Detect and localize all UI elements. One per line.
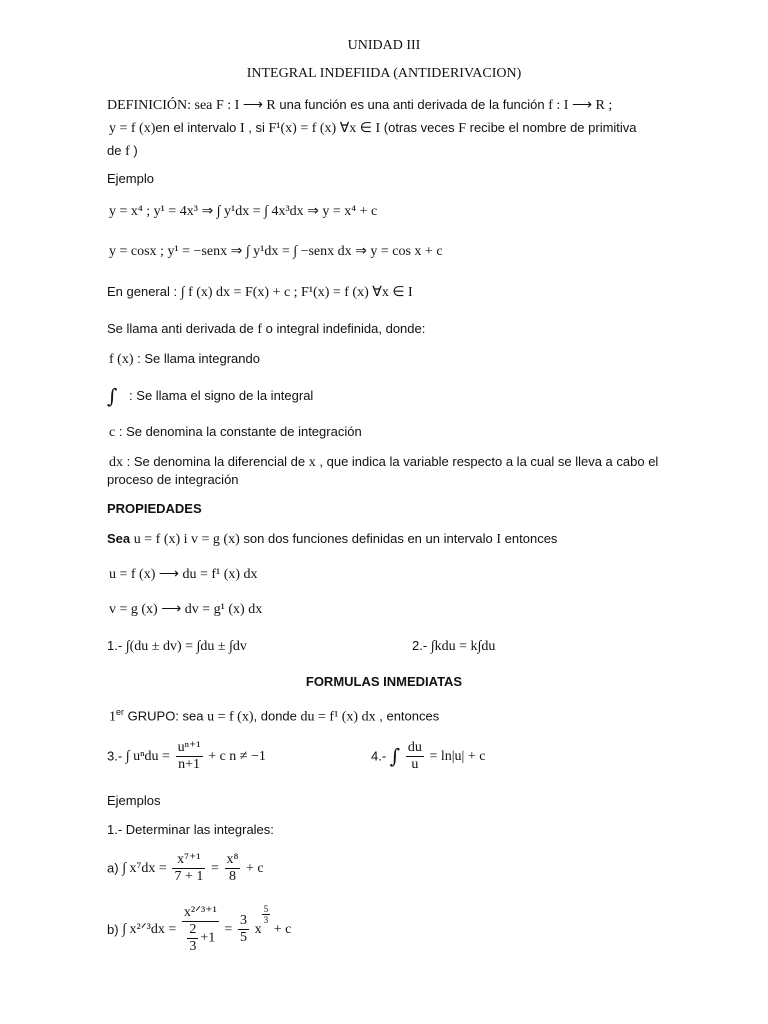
term-differential xyxy=(109,454,658,472)
group-text: , donde xyxy=(253,708,297,724)
example-b-numerator-1: x²ᐟ³⁺¹ xyxy=(182,905,219,922)
term-constant xyxy=(109,424,362,442)
formula-4-label: 4.- xyxy=(371,748,387,764)
definition-text-1: una función es una anti derivada de la función xyxy=(279,97,545,112)
example-a-fraction-1 xyxy=(172,852,205,885)
properties-heading: PROPIEDADES xyxy=(107,501,202,516)
example-a-numerator-2: x⁸ xyxy=(225,852,241,869)
definition-line-3 xyxy=(107,143,138,161)
example-a-denominator-2: 8 xyxy=(228,869,236,885)
example-b-rest: + c xyxy=(273,922,292,938)
term-integrand xyxy=(109,351,260,369)
definition-line-2 xyxy=(109,120,637,138)
definition-condition: F¹(x) = f (x) ∀x ∈ I xyxy=(268,121,381,136)
antiderivative-text-2: o integral indefinida, donde: xyxy=(265,321,426,336)
properties-functions: u = f (x) i v = g (x) xyxy=(133,532,240,547)
definition-text-6: de xyxy=(107,143,122,158)
property-2-formula: ∫kdu = k∫du xyxy=(430,639,496,654)
property-du: u = f (x) ⟶ du = f¹ (x) dx xyxy=(109,567,258,582)
definition-F: F xyxy=(458,121,466,136)
definition-map-f: f : I ⟶ R ; xyxy=(548,98,613,113)
general-formula: ∫ f (x) dx = F(x) + c ; F¹(x) = f (x) ∀x ∈ I xyxy=(180,285,413,300)
formula-4-denominator: u xyxy=(411,757,419,773)
differential-text-1: : Se denomina la diferencial de xyxy=(126,454,306,469)
formula-3-fraction xyxy=(176,740,203,773)
example-label: Ejemplo xyxy=(107,171,154,186)
example-b-x: x xyxy=(254,922,262,938)
example-b-denominator-2: 5 xyxy=(239,930,247,946)
formula-4 xyxy=(371,740,485,773)
formula-3-numerator: uⁿ⁺¹ xyxy=(176,740,203,757)
group-text-2: , entonces xyxy=(379,708,440,724)
definition-text-5: recibe el nombre de primitiva xyxy=(469,120,637,135)
formula-4-fraction xyxy=(406,740,424,773)
example-b-inner-plus: +1 xyxy=(200,930,216,946)
unit-heading: UNIDAD III xyxy=(347,38,421,53)
integrand-text: : Se llama integrando xyxy=(137,351,260,366)
example-b-exponent-numerator: 5 xyxy=(263,904,269,914)
differential-text-2: , que indica la variable respecto a la cual se lleva a cabo el xyxy=(319,454,659,469)
example-b-denominator-1 xyxy=(182,922,219,955)
example-b-inner-fraction xyxy=(187,922,198,955)
example-b-fraction-1 xyxy=(182,905,219,955)
constant-symbol: c xyxy=(109,425,116,440)
group-number: 1 xyxy=(109,709,116,725)
property-1-label: 1.- xyxy=(107,638,123,653)
antiderivative-line xyxy=(107,321,425,339)
document-title: INTEGRAL INDEFIIDA (ANTIDERIVACION) xyxy=(246,66,522,81)
example-a-rest: + c xyxy=(246,860,264,876)
antiderivative-text-1: Se llama anti derivada de xyxy=(107,321,254,336)
differential-symbol: dx xyxy=(109,455,123,470)
properties-intro xyxy=(107,531,557,549)
term-integral-sign xyxy=(107,384,313,409)
property-1 xyxy=(107,638,247,656)
property-1-formula: ∫(du ± dv) = ∫du ± ∫dv xyxy=(125,639,247,654)
example-a-label: a) xyxy=(107,860,119,876)
example-b-inner-numerator: 2 xyxy=(187,922,198,939)
example-a-fraction-2 xyxy=(225,852,241,885)
definition-label: DEFINICIÓN: sea xyxy=(107,98,213,113)
definition-text-3: , si xyxy=(248,120,265,135)
antiderivative-f: f xyxy=(257,322,262,337)
general-label: En general : xyxy=(107,284,178,299)
example-a-numerator-1: x⁷⁺¹ xyxy=(172,852,205,869)
example-b-lhs: ∫ x²ᐟ³dx = xyxy=(122,922,177,938)
integrand-symbol: f (x) xyxy=(109,352,134,367)
examples-task: 1.- Determinar las integrales: xyxy=(107,822,274,837)
formula-4-integral-icon: ∫ xyxy=(389,744,401,769)
formula-4-numerator: du xyxy=(406,740,424,757)
group-du: du = f¹ (x) dx xyxy=(300,709,376,725)
properties-sea: Sea xyxy=(107,531,131,546)
differential-text-3: proceso de integración xyxy=(107,472,239,487)
definition-f: f xyxy=(125,144,130,159)
example-b-exponent-denominator: 3 xyxy=(263,915,269,926)
formula-3-denominator: n+1 xyxy=(178,757,201,773)
examples-label: Ejemplos xyxy=(107,793,161,808)
definition-text-2: en el intervalo xyxy=(155,120,237,135)
property-2-label: 2.- xyxy=(412,638,428,653)
example-a-lhs: ∫ x⁷dx = xyxy=(122,860,167,876)
example-a xyxy=(107,852,264,885)
definition-text-4: (otras veces xyxy=(383,120,455,135)
example-b-equals: = xyxy=(224,922,233,938)
group-line xyxy=(109,707,439,726)
integral-sign-icon: ∫ xyxy=(107,384,118,408)
formula-4-rest: = ln|u| + c xyxy=(429,748,486,764)
formula-3-label: 3.- xyxy=(107,748,123,764)
properties-text-2: entonces xyxy=(504,531,558,546)
example-formula-2: y = cosx ; y¹ = −senx ⇒ ∫ y¹dx = ∫ −senx dx ⇒ y = cos x + c xyxy=(109,244,443,259)
properties-text-1: son dos funciones definidas en un intervalo xyxy=(243,531,493,546)
example-b-exponent xyxy=(262,904,271,926)
general-line xyxy=(107,284,413,302)
formula-3-rest: + c n ≠ −1 xyxy=(208,748,266,764)
definition-interval: I xyxy=(239,121,245,136)
example-b-inner-denominator: 3 xyxy=(189,938,197,954)
formula-3 xyxy=(107,740,266,773)
formula-3-lhs: ∫ uⁿdu = xyxy=(125,748,170,764)
integral-sign-text: : Se llama el signo de la integral xyxy=(129,388,314,403)
properties-interval: I xyxy=(496,532,502,547)
property-2 xyxy=(412,638,495,656)
definition-map-F: F : I ⟶ R xyxy=(216,98,276,113)
definition-text-7: ) xyxy=(133,143,138,158)
group-u: u = f (x) xyxy=(207,709,254,725)
definition-line-1 xyxy=(107,97,612,115)
example-b xyxy=(107,904,291,955)
example-a-equals: = xyxy=(210,860,219,876)
formulas-heading: FORMULAS INMEDIATAS xyxy=(305,674,463,689)
property-dv: v = g (x) ⟶ dv = g¹ (x) dx xyxy=(109,602,263,617)
example-b-label: b) xyxy=(107,921,119,937)
example-b-numerator-2: 3 xyxy=(238,913,249,930)
constant-text: : Se denomina la constante de integración xyxy=(118,424,362,439)
differential-x: x xyxy=(308,455,316,470)
example-b-fraction-2 xyxy=(238,913,249,946)
example-a-denominator-1: 7 + 1 xyxy=(174,869,204,885)
group-ordinal: er xyxy=(116,707,125,717)
group-label: GRUPO: sea xyxy=(127,708,204,724)
definition-eq: y = f (x) xyxy=(109,121,156,136)
example-formula-1: y = x⁴ ; y¹ = 4x³ ⇒ ∫ y¹dx = ∫ 4x³dx ⇒ y = x⁴ + c xyxy=(109,204,378,219)
